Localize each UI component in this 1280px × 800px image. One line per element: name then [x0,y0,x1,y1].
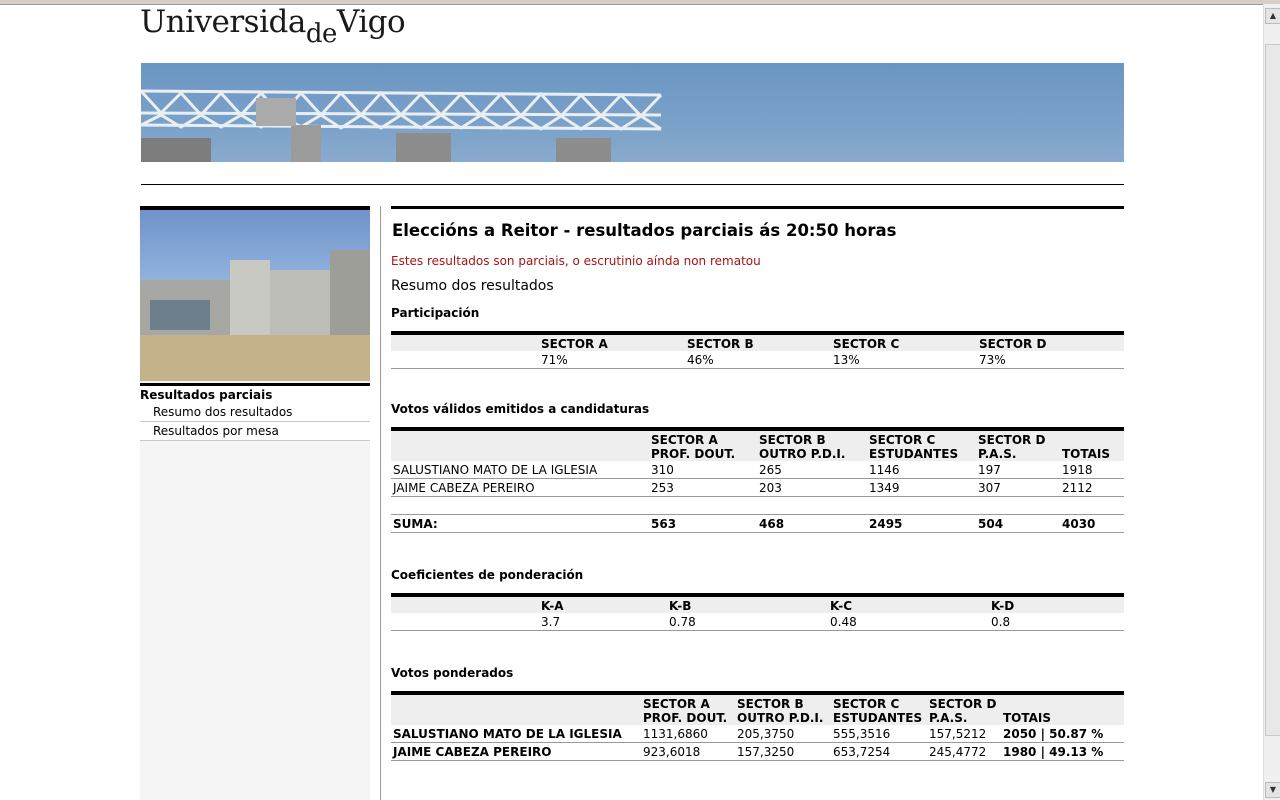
header-divider [141,184,1124,185]
scroll-down-icon[interactable]: ▼ [1265,782,1280,798]
votes-header: SECTOR D P.A.S. [976,429,1060,461]
table-row [391,479,1124,497]
weighted-total: 1980 | 49.13 % [1001,743,1124,761]
participation-value: 46% [685,351,831,369]
coef-value: 0.8 [989,613,1124,631]
votes-header: SECTOR B OUTRO P.D.I. [757,429,867,461]
coef-value: 3.7 [539,613,667,631]
participation-value: 71% [539,351,685,369]
votes-header: SECTOR A PROF. DOUT. [649,429,757,461]
vote-cell: 203 [757,479,867,497]
weighted-header: SECTOR A PROF. DOUT. [641,693,735,725]
coef-cell-blank [391,613,539,631]
vote-total: 2112 [1060,479,1124,497]
coef-header: K-B [667,595,828,613]
candidate-name: JAIME CABEZA PEREIRO [391,743,641,761]
weighted-cell: 205,3750 [735,725,831,743]
sum-cell: 2495 [867,515,976,533]
coef-header: K-D [989,595,1124,613]
weighted-total: 2050 | 50.87 % [1001,725,1124,743]
logo-text-3: Vigo [336,4,406,40]
vote-cell: 265 [757,461,867,479]
vertical-scrollbar[interactable] [1263,4,1280,800]
participation-table [391,331,1124,369]
sum-cell: 504 [976,515,1060,533]
participation-header: SECTOR C [831,333,977,351]
logo-text-1: Universida [140,4,306,40]
participation-value: 13% [831,351,977,369]
logo-text-2: de [305,19,337,49]
candidate-name: JAIME CABEZA PEREIRO [391,479,649,497]
weighted-label: Votos ponderados [391,666,514,680]
vote-cell: 253 [649,479,757,497]
main-top-rule [391,206,1124,209]
coef-header-blank [391,595,539,613]
weighted-table [391,691,1124,761]
column-divider [380,206,381,800]
coef-label: Coeficientes de ponderación [391,568,584,582]
participation-header: SECTOR D [977,333,1124,351]
sidebar [140,206,370,800]
sum-total: 4030 [1060,515,1124,533]
votes-label: Votos válidos emitidos a candidaturas [391,402,650,416]
weighted-cell: 923,6018 [641,743,735,761]
main-content [391,206,1124,761]
campus-photo [140,210,370,381]
table-row [391,725,1124,743]
scroll-up-icon[interactable]: ▲ [1265,8,1280,24]
spacer-row [391,497,1124,515]
coef-value: 0.78 [667,613,828,631]
weighted-header-totals: TOTAIS [1001,693,1124,725]
sum-cell: 563 [649,515,757,533]
weighted-header: SECTOR D P.A.S. [927,693,1001,725]
weighted-cell: 157,3250 [735,743,831,761]
sum-cell: 468 [757,515,867,533]
participation-label: Participación [391,306,480,320]
sidebar-item-mesa[interactable]: Resultados por mesa [140,422,370,441]
sidebar-title: Resultados parciais [140,386,370,403]
weighted-cell: 245,4772 [927,743,1001,761]
table-row [391,743,1124,761]
university-logo[interactable] [140,4,406,49]
coef-header: K-C [828,595,989,613]
coef-table [391,593,1124,631]
participation-header: SECTOR A [539,333,685,351]
weighted-header-blank [391,693,641,725]
page-title: Eleccións a Reitor - resultados parciais ás 20:50 horas [392,221,897,240]
table-row [391,461,1124,479]
weighted-cell: 157,5212 [927,725,1001,743]
weighted-header: SECTOR C ESTUDANTES [831,693,927,725]
section-heading: Resumo dos resultados [391,278,554,294]
vote-cell: 197 [976,461,1060,479]
sidebar-item-resumo[interactable]: Resumo dos resultados [140,403,370,422]
weighted-cell: 1131,6860 [641,725,735,743]
vote-total: 1918 [1060,461,1124,479]
weighted-header: SECTOR B OUTRO P.D.I. [735,693,831,725]
vote-cell: 307 [976,479,1060,497]
weighted-cell: 653,7254 [831,743,927,761]
participation-header: SECTOR B [685,333,831,351]
vote-cell: 1146 [867,461,976,479]
coef-value: 0.48 [828,613,989,631]
participation-header-blank [391,333,539,351]
scrollbar-thumb[interactable] [1265,44,1280,736]
votes-header-blank [391,429,649,461]
candidate-name: SALUSTIANO MATO DE LA IGLESIA [391,461,649,479]
sum-label: SUMA: [391,515,649,533]
sum-row [391,515,1124,533]
votes-table [391,427,1124,533]
votes-header: SECTOR C ESTUDANTES [867,429,976,461]
header-banner-image [141,63,1124,162]
participation-value: 73% [977,351,1124,369]
votes-header-totals: TOTAIS [1060,429,1124,461]
partial-results-warning: Estes resultados son parciais, o escrutinio aínda non rematou [391,254,761,268]
candidate-name: SALUSTIANO MATO DE LA IGLESIA [391,725,641,743]
vote-cell: 1349 [867,479,976,497]
participation-cell-blank [391,351,539,369]
vote-cell: 310 [649,461,757,479]
weighted-cell: 555,3516 [831,725,927,743]
coef-header: K-A [539,595,667,613]
